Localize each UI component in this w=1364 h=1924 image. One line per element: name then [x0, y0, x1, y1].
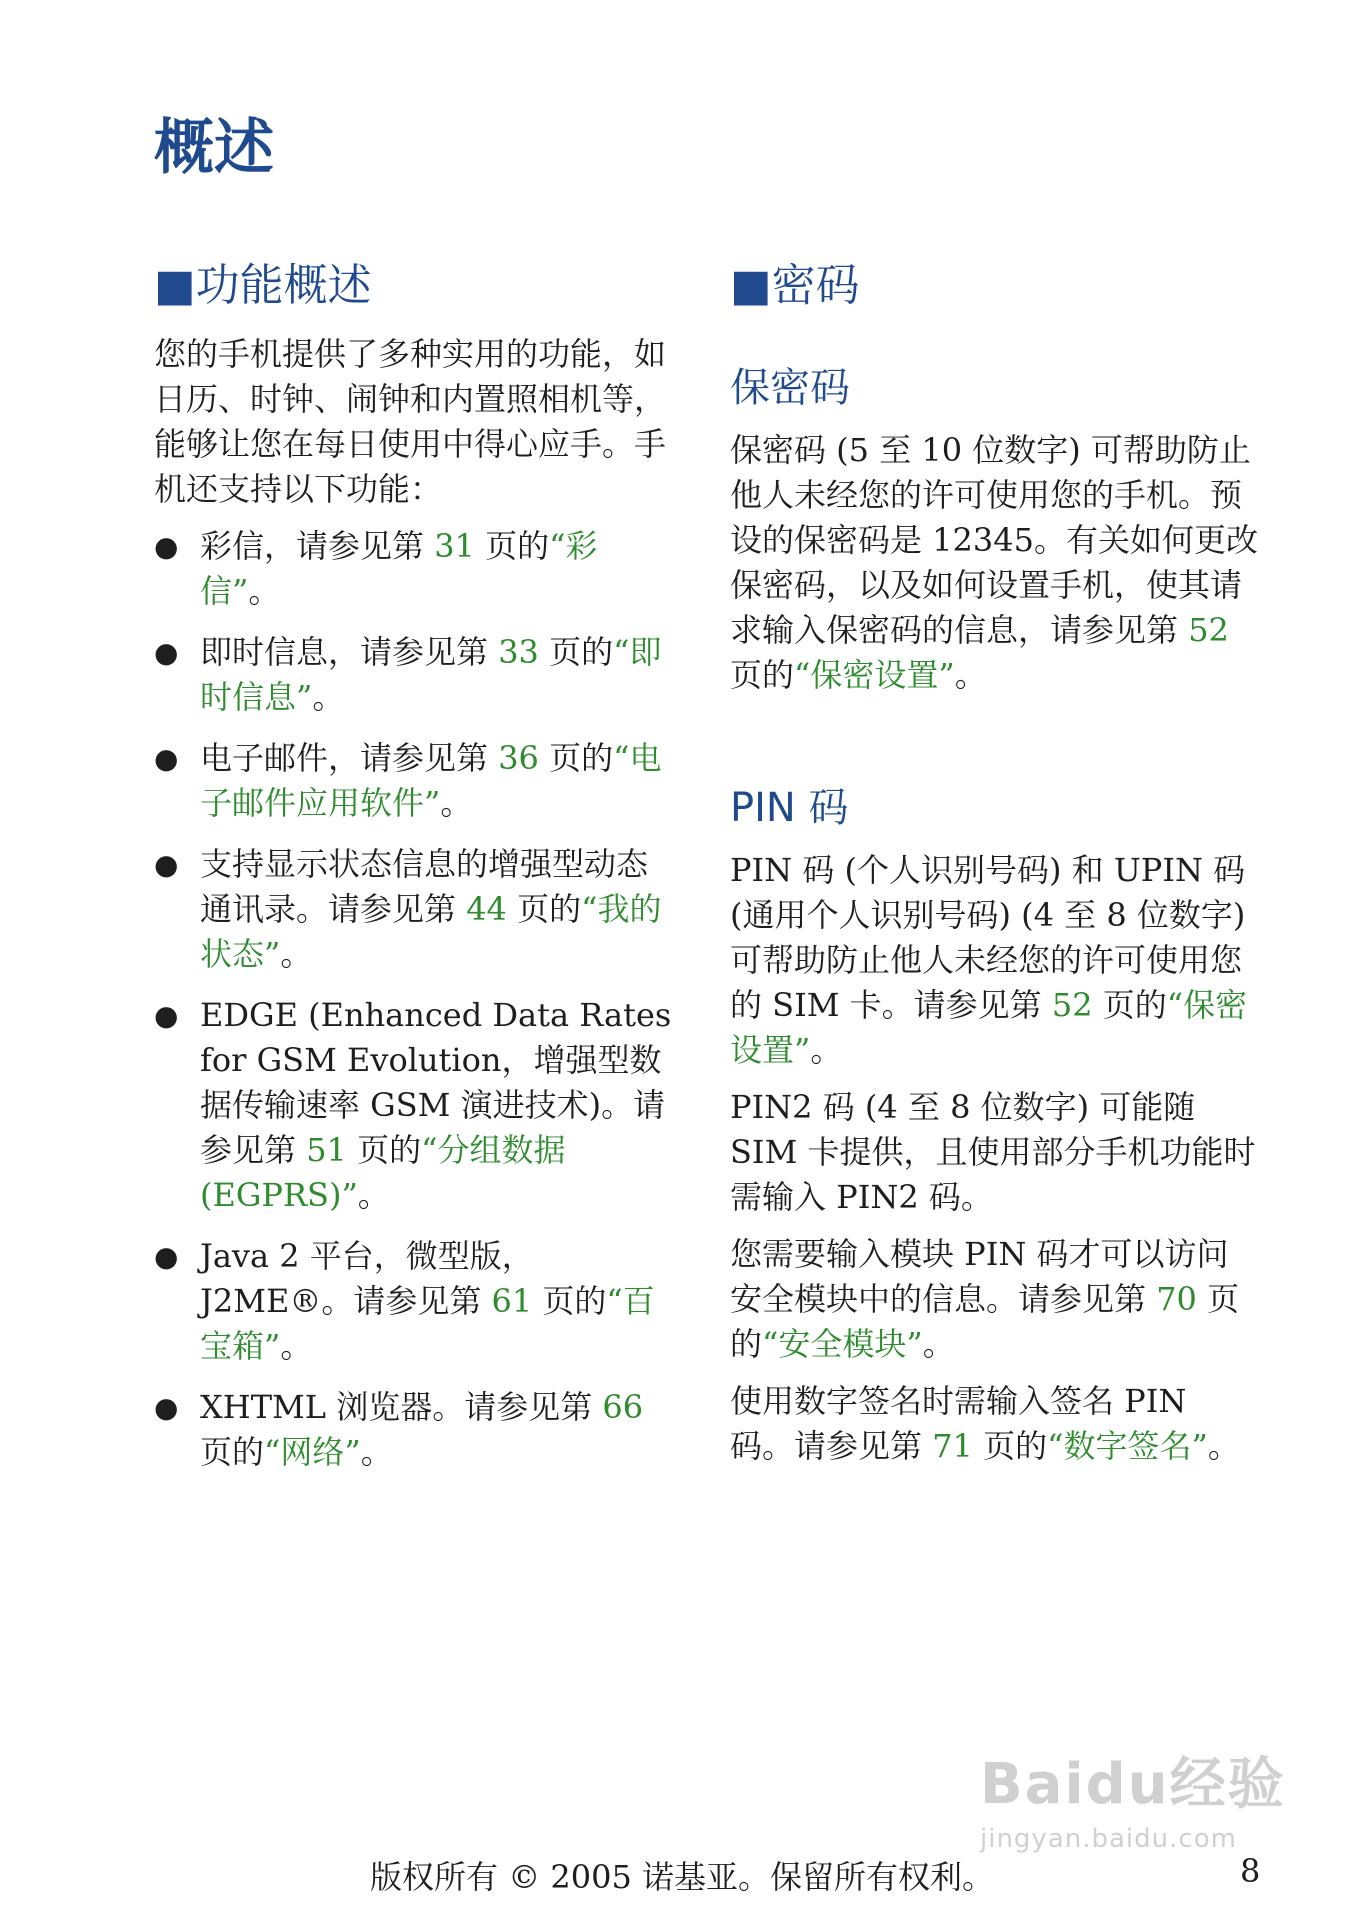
- pin-paragraph-4: 使用数字签名时需输入签名 PIN 码。请参见第 71 页的“数字签名”。: [730, 1382, 1240, 1465]
- square-bullet-icon: ■: [154, 260, 196, 311]
- watermark: [980, 1740, 1286, 1854]
- list-item: ● 支持显示状态信息的增强型动态通讯录。请参见第 44 页的“我的状态”。: [154, 842, 674, 977]
- page-ref[interactable]: 36: [498, 739, 539, 777]
- section-heading-features: [154, 260, 372, 313]
- list-item: ● XHTML 浏览器。请参见第 66 页的“网络”。: [154, 1385, 674, 1475]
- pin-paragraph-2: PIN2 码 (4 至 8 位数字) 可能随 SIM 卡提供，且使用部分手机功能时需输入 PIN2 码。: [730, 1088, 1256, 1216]
- section-link[interactable]: “分组数据 (EGPRS)”: [200, 1131, 566, 1214]
- subheading-security-code: 保密码: [730, 365, 850, 411]
- baidu-watermark-logo: Baidu经验: [980, 1752, 1286, 1817]
- list-item: ● Java 2 平台，微型版，J2ME®。请参见第 61 页的“百宝箱”。: [154, 1234, 674, 1369]
- section-link[interactable]: “保密设置”: [794, 656, 955, 694]
- page-ref[interactable]: 33: [498, 633, 539, 671]
- bullet-icon: ●: [154, 1240, 179, 1273]
- security-code-paragraph: 保密码 (5 至 10 位数字) 可帮助防止他人未经您的许可使用您的手机。预设的保密码是 12345。有关如何更改保密码，以及如何设置手机，使其请求输入保密码的信息，请参见第 52 页的“保密设置”。: [730, 431, 1258, 694]
- section-link[interactable]: “我的状态”: [200, 890, 662, 973]
- bullet-icon: ●: [154, 848, 179, 881]
- pin-paragraph-1: PIN 码 (个人识别号码) 和 UPIN 码 (通用个人识别号码) (4 至 8 位数字) 可帮助防止他人未经您的许可使用您的 SIM 卡。请参见第 52 页的“保密设置”。: [730, 851, 1248, 1069]
- section-link[interactable]: “数字签名”: [1047, 1427, 1208, 1465]
- page-ref[interactable]: 44: [466, 890, 507, 928]
- bullet-icon: ●: [154, 1391, 179, 1424]
- section-link[interactable]: “安全模块”: [762, 1325, 923, 1363]
- page-ref[interactable]: 31: [434, 527, 475, 565]
- square-bullet-icon: ■: [730, 260, 772, 311]
- bullet-icon: ●: [154, 530, 179, 563]
- features-list: [154, 524, 674, 1475]
- security-code-section: [730, 428, 1260, 710]
- page-ref[interactable]: 71: [932, 1427, 973, 1465]
- subheading-pin-code: PIN 码: [730, 785, 849, 831]
- page-ref[interactable]: 51: [306, 1131, 347, 1169]
- page-title: 概述: [154, 113, 274, 183]
- section-link[interactable]: “保密设置”: [730, 986, 1248, 1069]
- list-item: ● 彩信，请参见第 31 页的“彩信”。: [154, 524, 674, 614]
- section-heading-passwords: [730, 260, 860, 313]
- section-link[interactable]: “即时信息”: [200, 633, 662, 716]
- pin-section: [730, 848, 1260, 1481]
- page-ref[interactable]: 52: [1188, 611, 1229, 649]
- page-number: 8: [1240, 1852, 1261, 1890]
- bullet-icon: ●: [154, 742, 179, 775]
- page-ref[interactable]: 66: [602, 1388, 644, 1426]
- pin-paragraph-3: 您需要输入模块 PIN 码才可以访问安全模块中的信息。请参见第 70 页的“安全模块”。: [730, 1235, 1240, 1363]
- section-link[interactable]: “电子邮件应用软件”: [200, 739, 662, 822]
- list-item: ● 即时信息，请参见第 33 页的“即时信息”。: [154, 630, 674, 720]
- list-item: ● 电子邮件，请参见第 36 页的“电子邮件应用软件”。: [154, 736, 674, 826]
- bullet-icon: ●: [154, 636, 179, 669]
- section-link[interactable]: “网络”: [264, 1433, 361, 1471]
- copyright-footer: 版权所有 © 2005 诺基亚。保留所有权利。: [370, 1858, 994, 1896]
- list-item: ● EDGE (Enhanced Data Rates for GSM Evolution，增强型数据传输速率 GSM 演进技术)。请参见第 51 页的“分组数据 (EGPRS)”。: [154, 993, 674, 1218]
- page-ref[interactable]: 52: [1051, 986, 1093, 1024]
- baidu-watermark-url: jingyan.baidu.com: [980, 1824, 1237, 1854]
- bullet-icon: ●: [154, 999, 179, 1032]
- features-intro: 您的手机提供了多种实用的功能，如日历、时钟、闹钟和内置照相机等，能够让您在每日使用中得心应手。手机还支持以下功能：: [154, 335, 667, 508]
- page-ref[interactable]: 70: [1156, 1280, 1197, 1318]
- features-column: [154, 332, 674, 1491]
- section-link[interactable]: “彩信”: [200, 527, 598, 610]
- section-heading-passwords-label: 密码: [771, 260, 860, 311]
- section-heading-features-label: 功能概述: [195, 260, 372, 311]
- section-link[interactable]: “百宝箱”: [200, 1282, 655, 1365]
- page-ref[interactable]: 61: [491, 1282, 533, 1320]
